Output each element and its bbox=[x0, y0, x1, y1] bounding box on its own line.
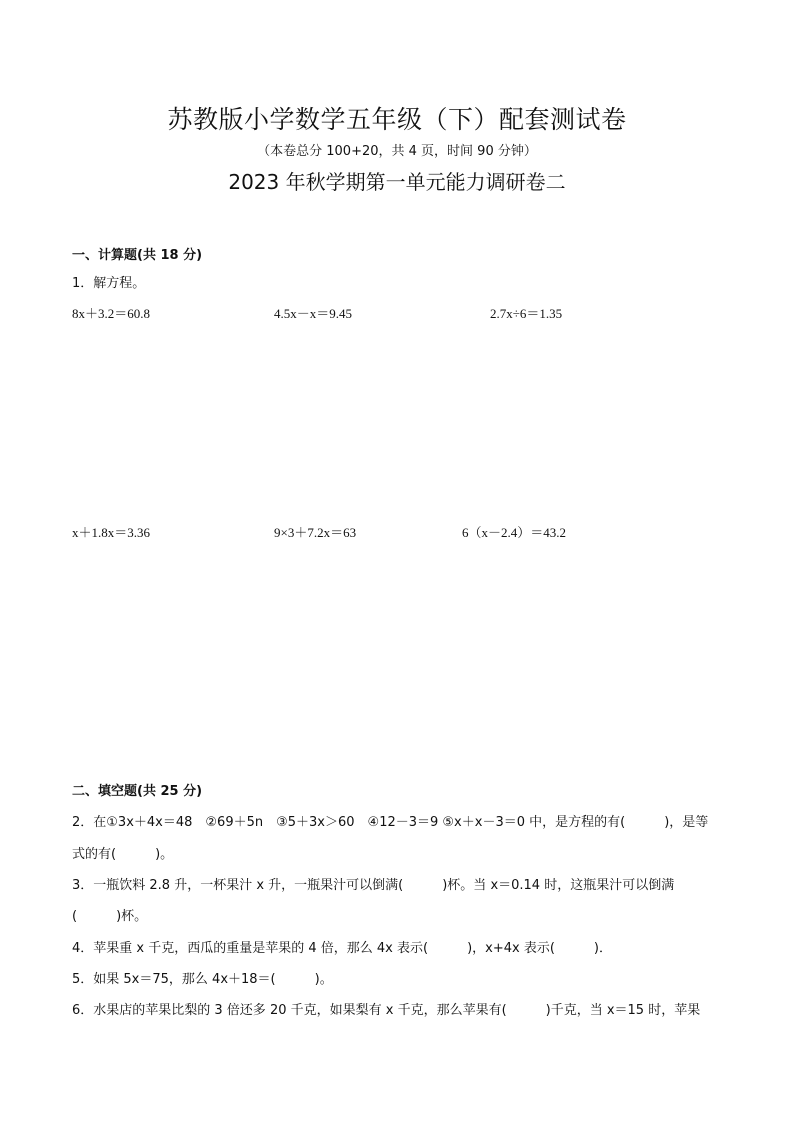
question-2-line-1: 2．在①3x＋4x＝48 ②69＋5n ③5＋3x＞60 ④12－3＝9 ⑤x＋x－3＝0 中，是方程的有( )，是等 bbox=[72, 815, 709, 830]
question-4: 4．苹果重 x 千克，西瓜的重量是苹果的 4 倍，那么 4x 表示( )，x+4x 表示( )． bbox=[72, 941, 612, 956]
equation-2: 4.5x－x＝9.45 bbox=[274, 306, 353, 321]
equation-1: 8x＋3.2＝60.8 bbox=[72, 306, 151, 321]
section-heading-calculation: 一、计算题(共 18 分) bbox=[72, 248, 203, 263]
question-6-line-1: 6．水果店的苹果比梨的 3 倍还多 20 千克，如果梨有 x 千克，那么苹果有( )千克，当 x＝15 时，苹果 bbox=[72, 1003, 701, 1018]
question-3-line-1: 3．一瓶饮料 2.8 升，一杯果汁 x 升，一瓶果汁可以倒满( )杯。当 x＝0.14 时，这瓶果汁可以倒满 bbox=[72, 878, 675, 893]
equation-5: 9×3＋7.2x＝63 bbox=[274, 525, 357, 540]
section-heading-fill-in: 二、填空题(共 25 分) bbox=[72, 784, 203, 799]
equation-6: 6（x－2.4）＝43.2 bbox=[462, 525, 567, 540]
question-3-line-2: ( )杯。 bbox=[72, 909, 148, 924]
equation-4: x＋1.8x＝3.36 bbox=[72, 525, 151, 540]
question-5: 5．如果 5x＝75，那么 4x＋18＝( )。 bbox=[72, 972, 333, 987]
exam-title: 2023 年秋学期第一单元能力调研卷二 bbox=[228, 170, 566, 194]
page-title: 苏教版小学数学五年级（下）配套测试卷 bbox=[167, 105, 627, 134]
equation-3: 2.7x÷6＝1.35 bbox=[490, 306, 563, 321]
question-2-line-2: 式的有( )。 bbox=[72, 847, 174, 862]
question-1-label: 1．解方程。 bbox=[72, 276, 146, 291]
page-subtitle: （本卷总分 100+20，共 4 页，时间 90 分钟） bbox=[257, 144, 537, 159]
